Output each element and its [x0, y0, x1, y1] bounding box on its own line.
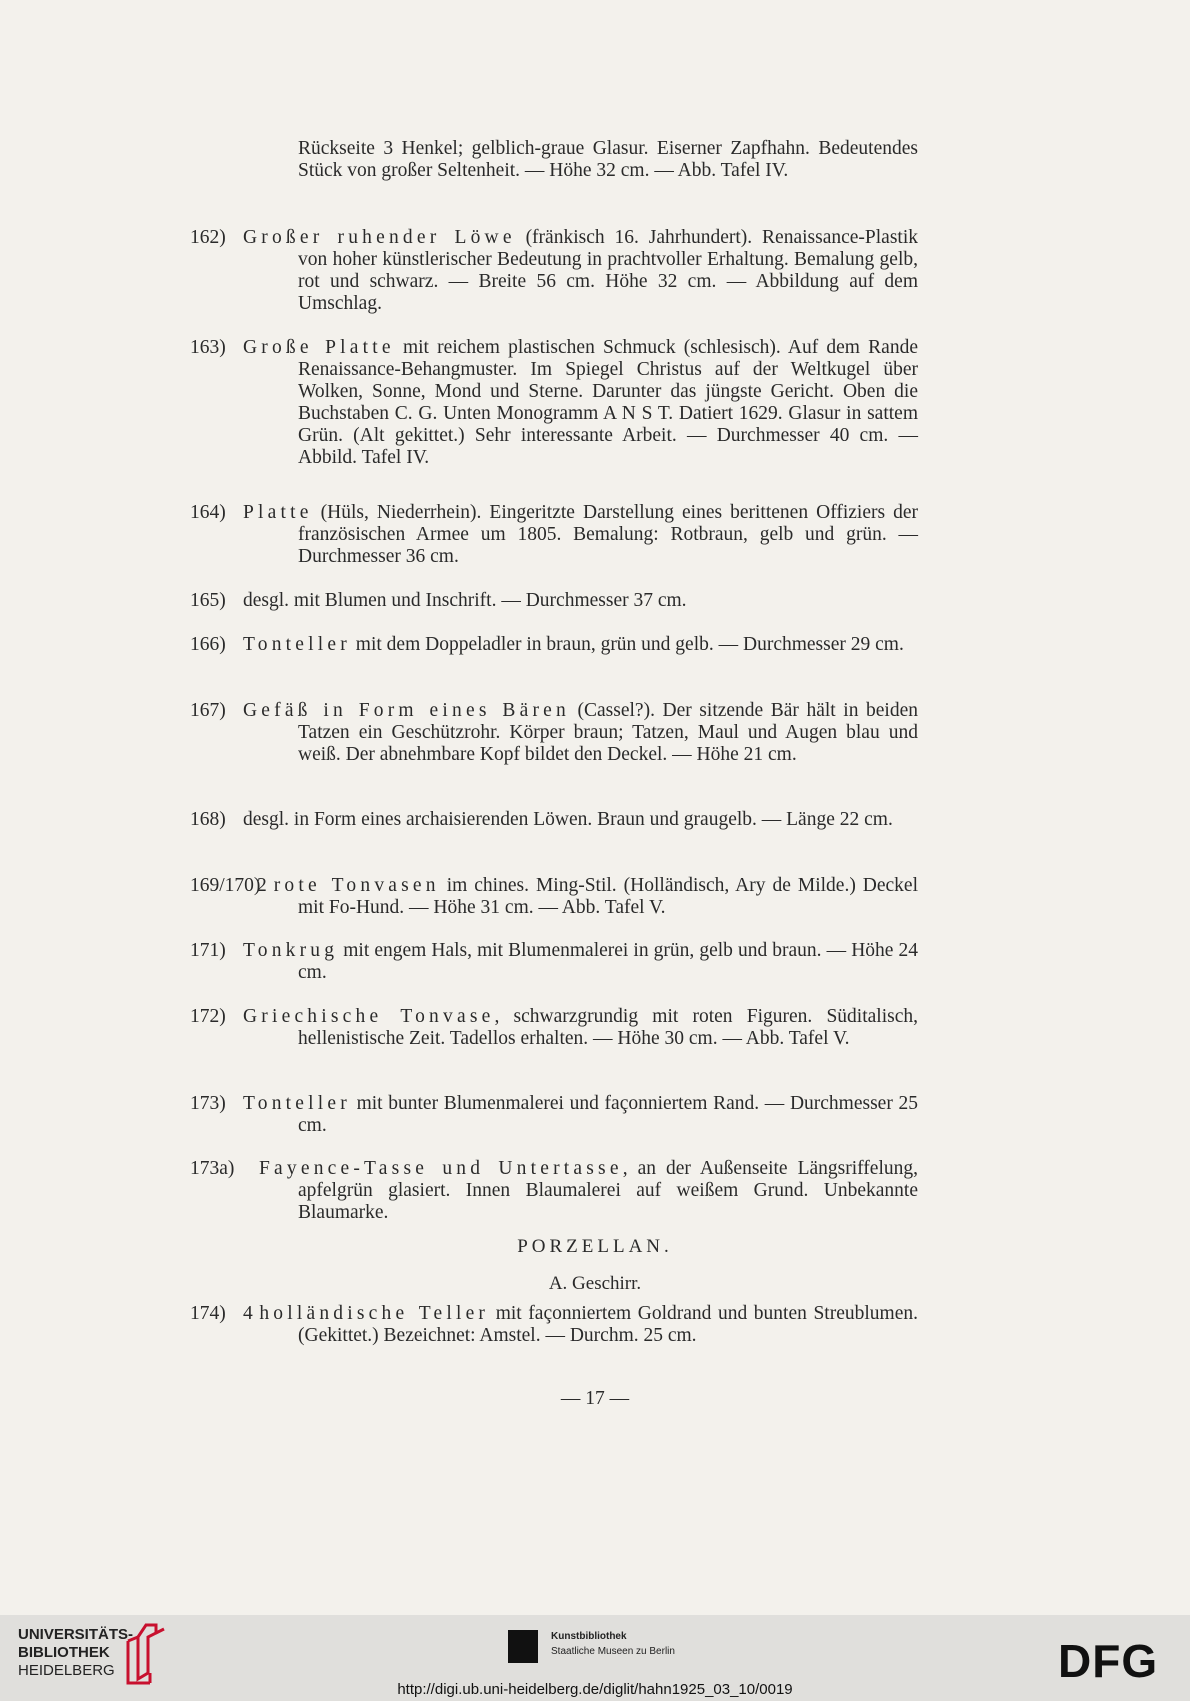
entry-text: [259, 1158, 918, 1224]
kunstbibliothek-logo-icon: [508, 1630, 538, 1663]
kunstbibliothek-name: [551, 1629, 675, 1659]
entry-text: [298, 138, 918, 182]
permalink-url[interactable]: http://digi.ub.uni-heidelberg.de/diglit/hahn1925_03_10/0019: [397, 1681, 793, 1698]
entry-text-segment: mit reichem plastischen Schmuck (schlesisch). Auf dem Rande Renaissance-Behangmuster. Im Spiegel Christus auf der Weltkugel über Wolken, Sonne, Mond und Sterne. Darunter das jüngste Gericht. Oben die Buchstaben C. G. Unten Monogramm A N S T. Datiert 1629. Glasur in sattem Grün. (Alt gekittet.) Sehr interessante Arbeit. — Durchmesser 40 cm. — Abbild. Tafel IV.: [298, 337, 918, 468]
entry-title: Platte: [243, 502, 313, 523]
entry-number: 168): [190, 809, 226, 830]
catalog-entry: [0, 1006, 1190, 1050]
entry-text-segment: 4: [243, 1303, 260, 1324]
entry-title: Tonteller: [243, 634, 351, 655]
catalog-entry: [0, 634, 1190, 656]
entry-text-segment: , an der Außenseite Längsriffelung, apfelgrün glasiert. Innen Blaumalerei auf weißem Grund. Unbekannte Blaumarke.: [298, 1158, 918, 1223]
catalog-entry: [0, 1303, 1190, 1347]
entry-title: Fayence-Tasse und Untertasse: [259, 1158, 623, 1179]
entry-text-segment: mit façonniertem Goldrand und bunten Streublumen. (Gekittet.) Bezeichnet: Amstel. — Durchm. 25 cm.: [298, 1303, 918, 1346]
kb-subtitle: Staatliche Museen zu Berlin: [551, 1646, 675, 1657]
entry-text-segment: desgl. mit Blumen und Inschrift. — Durchmesser 37 cm.: [243, 590, 687, 611]
library-line-1: UNIVERSITÄTS-: [18, 1626, 134, 1643]
entry-text: [243, 809, 918, 831]
entry-text-segment: desgl. in Form eines archaisierenden Löwen. Braun und graugelb. — Länge 22 cm.: [243, 809, 893, 830]
entry-title: holländische Teller: [259, 1303, 490, 1324]
page-number: — 17 —: [560, 1388, 630, 1409]
entry-title: Großer ruhender Löwe: [243, 227, 516, 248]
catalog-entry: [0, 1158, 1190, 1224]
entry-text-segment: (Cassel?). Der sitzende Bär hält in beiden Tatzen ein Geschützrohr. Körper braun; Tatzen, Maul und Augen blau und weiß. Der abnehmbare Kopf bildet den Deckel. — Höhe 21 cm.: [298, 700, 919, 765]
entry-text: [243, 940, 918, 984]
entry-title: Tonteller: [243, 1093, 351, 1114]
entry-text: [243, 634, 918, 656]
catalog-entry: [0, 337, 1190, 469]
entry-number: 174): [190, 1303, 226, 1324]
entry-text-segment: mit engem Hals, mit Blumenmalerei in grün, gelb und braun. — Höhe 24 cm.: [298, 940, 918, 983]
catalog-entry: [0, 502, 1190, 568]
university-library-name: [18, 1626, 133, 1680]
catalog-entry: [0, 809, 1190, 831]
entry-text: [243, 502, 918, 568]
entry-text: [243, 337, 918, 469]
entry-text: [243, 700, 919, 766]
dfg-logo: DFG: [1058, 1635, 1159, 1687]
kb-title: Kunstbibliothek: [551, 1631, 627, 1642]
entry-title: Griechische Tonvase: [243, 1006, 495, 1027]
catalog-entry: [0, 590, 1190, 612]
subsection-title: A. Geschirr.: [548, 1273, 642, 1294]
entry-number: 164): [190, 502, 226, 523]
entry-text-segment: (Hüls, Niederrhein). Eingeritzte Darstellung eines berittenen Offiziers der französischen Armee um 1805. Bemalung: Rotbraun, gelb und grün. — Durchmesser 36 cm.: [298, 502, 918, 567]
entry-number: 163): [190, 337, 226, 358]
entry-title: Tonkrug: [243, 940, 339, 961]
entry-text-segment: (fränkisch 16. Jahrhundert). Renaissance-Plastik von hoher künstlerischer Bedeutung in prachtvoller Erhaltung. Bemalung gelb, rot und schwarz. — Breite 56 cm. Höhe 32 cm. — Abbildung auf dem Umschlag.: [298, 227, 919, 314]
entry-number: 172): [190, 1006, 226, 1027]
entry-number: 167): [190, 700, 226, 721]
catalog-entry: [0, 875, 1190, 919]
catalog-entry: [0, 700, 1190, 766]
entry-title: Große Platte: [243, 337, 395, 358]
entry-text-segment: Rückseite 3 Henkel; gelblich-graue Glasur. Eiserner Zapfhahn. Bedeutendes Stück von großer Seltenheit. — Höhe 32 cm. — Abb. Tafel IV.: [298, 138, 918, 181]
entry-number: 173): [190, 1093, 226, 1114]
entry-text-segment: im chines. Ming-Stil. (Holländisch, Ary de Milde.) Deckel mit Fo-Hund. — Höhe 31 cm. — Abb. Tafel V.: [298, 875, 919, 918]
entry-number: 166): [190, 634, 226, 655]
university-library-logo-icon: [120, 1623, 166, 1685]
entry-text: [243, 1303, 918, 1347]
entry-text: [243, 590, 918, 612]
entry-text: [257, 875, 919, 919]
catalog-entry: [0, 1093, 1190, 1137]
entry-text: [243, 227, 919, 315]
catalog-entry: [0, 227, 1190, 315]
entry-text-segment: 2: [257, 875, 274, 896]
entry-title: Gefäß in Form eines Bären: [243, 700, 570, 721]
entry-number: 169/170): [190, 875, 261, 896]
catalog-entry: [0, 138, 1190, 182]
entry-text-segment: mit bunter Blumenmalerei und façonniertem Rand. — Durchmesser 25 cm.: [298, 1093, 918, 1136]
section-title: PORZELLAN.: [517, 1236, 673, 1257]
entry-text: [243, 1093, 918, 1137]
entry-text: [243, 1006, 918, 1050]
entry-number: 162): [190, 227, 226, 248]
entry-number: 171): [190, 940, 226, 961]
entry-title: rote Tonvasen: [273, 875, 440, 896]
library-line-3: HEIDELBERG: [18, 1662, 115, 1679]
footer-bar: [0, 1615, 1190, 1701]
library-line-2: BIBLIOTHEK: [18, 1644, 110, 1661]
catalog-entry: [0, 940, 1190, 984]
entry-text-segment: , schwarzgrundig mit roten Figuren. Süditalisch, hellenistische Zeit. Tadellos erhalten. — Höhe 30 cm. — Abb. Tafel V.: [298, 1006, 918, 1049]
entry-number: 165): [190, 590, 226, 611]
entry-text-segment: mit dem Doppeladler in braun, grün und gelb. — Durchmesser 29 cm.: [350, 634, 904, 655]
entry-number: 173a): [190, 1158, 235, 1179]
